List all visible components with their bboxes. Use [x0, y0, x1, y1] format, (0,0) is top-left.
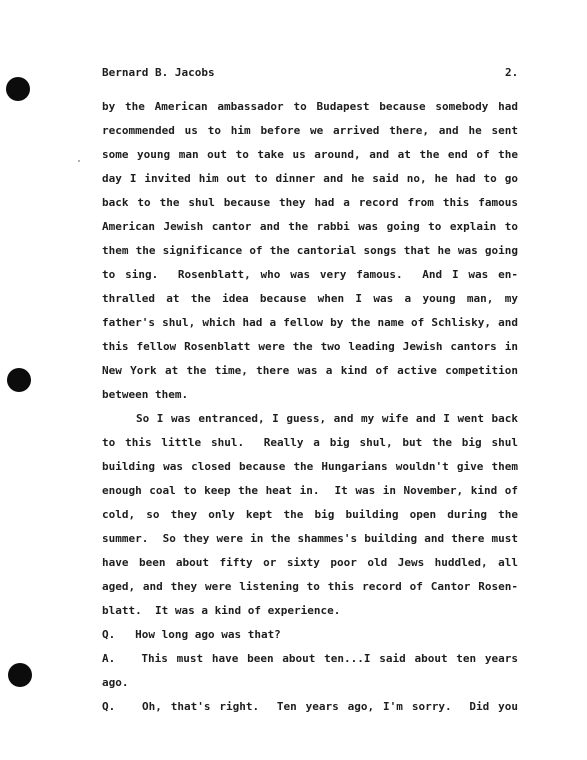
text-line: by the American ambassador to Budapest because somebody had: [102, 100, 518, 113]
text-line: have been about fifty or sixty poor old Jews huddled, all: [102, 556, 518, 569]
page-number: 2.: [505, 66, 519, 79]
paper-speck: [78, 160, 80, 162]
text-line: New York at the time, there was a kind of active competition: [102, 364, 518, 377]
text-line: to sing. Rosenblatt, who was very famous. And I was en-: [102, 268, 518, 281]
text-line: thralled at the idea because when I was a young man, my: [102, 292, 518, 305]
text-line: summer. So they were in the shammes's building and there must: [102, 532, 518, 545]
text-line: enough coal to keep the heat in. It was in November, kind of: [102, 484, 518, 497]
binder-hole-middle: [7, 368, 31, 392]
text-line: building was closed because the Hungarians wouldn't give them: [102, 460, 518, 473]
text-line: them the significance of the cantorial songs that he was going: [102, 244, 518, 257]
text-line: ago.: [102, 676, 129, 689]
text-line: between them.: [102, 388, 189, 401]
text-line: cold, so they only kept the big building open during the: [102, 508, 518, 521]
text-line: A. This must have been about ten...I said about ten years: [102, 652, 518, 665]
text-line: Q. Oh, that's right. Ten years ago, I'm sorry. Did you: [102, 700, 518, 713]
text-line: back to the shul because they had a record from this famous: [102, 196, 518, 209]
text-line: aged, and they were listening to this record of Cantor Rosen-: [102, 580, 518, 593]
text-line: father's shul, which had a fellow by the name of Schlisky, and: [102, 316, 518, 329]
text-line: blatt. It was a kind of experience.: [102, 604, 341, 617]
text-line: American Jewish cantor and the rabbi was going to explain to: [102, 220, 518, 233]
text-line: day I invited him out to dinner and he said no, he had to go: [102, 172, 518, 185]
binder-hole-top: [6, 77, 30, 101]
text-line: recommended us to him before we arrived there, and he sent: [102, 124, 518, 137]
text-line: some young man out to take us around, and at the end of the: [102, 148, 518, 161]
text-line: to this little shul. Really a big shul, but the big shul: [102, 436, 518, 449]
transcript-speaker-name: Bernard B. Jacobs: [102, 66, 215, 79]
text-line: So I was entranced, I guess, and my wife and I went back: [136, 412, 518, 425]
binder-hole-bottom: [8, 663, 32, 687]
text-line: Q. How long ago was that?: [102, 628, 281, 641]
text-line: this fellow Rosenblatt were the two leading Jewish cantors in: [102, 340, 518, 353]
